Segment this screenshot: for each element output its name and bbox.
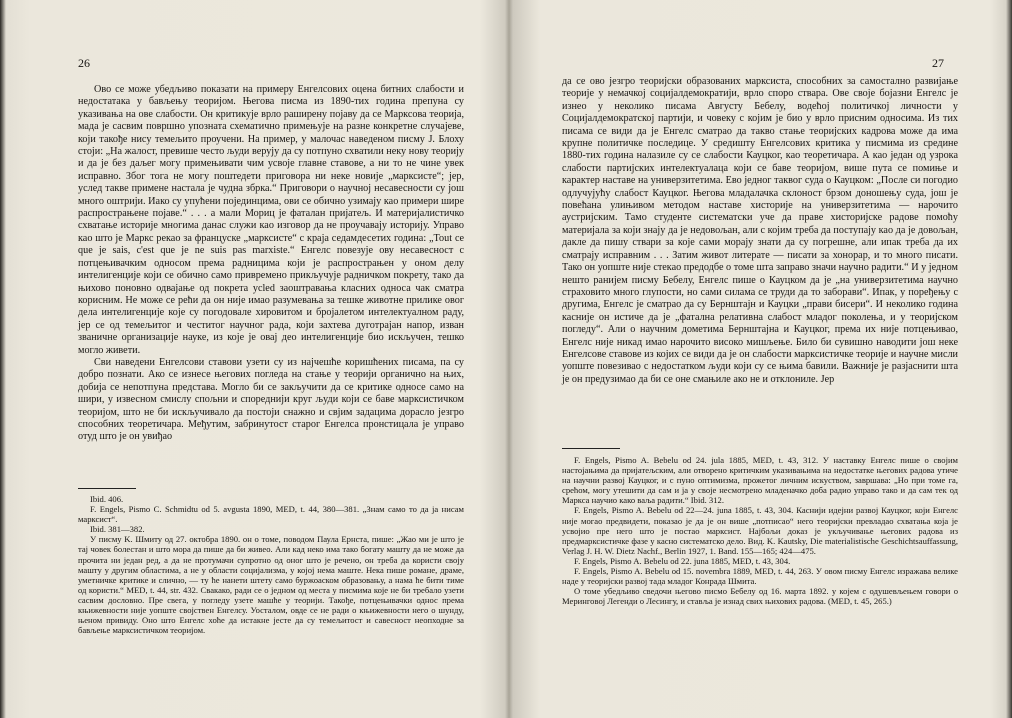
footnote: У писму K. Шмиту од 27. октобра 1890. он о томе, поводом Паула Ернста, пише: „Жао ми је што је тај човек болестан и што мора да пише да би живео. Али кад неко има тако богату машту да не може да прочита ни један ред, а да не протумачи супротно од оног што је речено, он треба да користи своју машту у другим областима, а не у области социјализма, у којој нема маште. Нека пише романе, драме, уметничке критике и слично, — ту ће нанети штету само буржоаском образовању, а нама ће бити тиме од користи.“ MED, t. 44, str. 432. Свакако, ради се о једном од места у писмима које не би требало узети сасвим дословно. Пре свега, у погледу узете машће у теорији. Такође, потцењивачки однос према књижевности није уопште својствен Енгелсу. Уосталом, овде се не ради о књижевности него о шунду, њеном привиду. Оно што Енгелс хоће да истакне јесте да су темељитост и савесност неопходне за бављење марксистичком теоријом.: [78, 534, 464, 636]
footnote: О томе убедљиво сведочи његово писмо Бебелу од 16. марта 1892. у којем с одушевљењем говори о Меринговој Легенди о Лесингу, и ставља је изнад свих њихових радова. (MED, t. 45, 265.): [562, 586, 958, 607]
footnote: F. Engels, Pismo A. Bebelu od 15. novembra 1889, MED, t. 44, 263. У овом писму Енгелс изражава велике наде у теоријски развој тада младог Конрада Шмита.: [562, 566, 958, 587]
paragraph: Ово се може убедљиво показати на примеру Енгелсових оцена битних слабости и недостатака у бављењу теоријом. Његова писма из 1890-тих година препуна су указивања на ове слабости. Он критикује врло раширену појаву да се Марксова теорија, мада је сасвим површно упозната схематично примењује на разне конкретне случајеве, који такође нису темељито проучени. На пример, у малочас наведеном писму J. Блоху стоји: „На жалост, превише често људи верују да су потпуно схватили неку нову теорију и да је без даљег могу примењивати чим усвоје главне ставове, а ни то не чине увек исправно. Због тога не могу поштедети приговора ни неке новије „марксисте“; јер, услед такве примене настала је чудна збрка.“ Приговори о научној несавесности су још много оштрији. Иако су упућени појединцима, ови се обично узимају као примери шире распрострањене појаве.“ . . . а мали Мориц је фаталан пријатељ. И материјалистичко схватање историје многима данас служи као изговор да не проучавају историју. Управо као што је Маркс рекао за француске „марксисте“ с краја седамдесетих година: „Tout ce que je sais, c'est que je ne suis pas marxiste.“ Енгелс повезује ову несавесност с потцењивачким односом према радницима који је распрострањен у оном делу интелигенције који се обично само привремено прикључује радничком покрету, тако да њихово поновно одвајање од покрета усled заоштравања класних односа чак сматра корисним. Не може се рећи да он није имао разумевања за тешке животне прилике овог дела интелигенције које су погодовале хировитом и бројалетом интелектуалном раду, јер се од темељитог и честитог научног рада, који захтева дуготрајан напор, изван званичне организације науке, из које је овај део интелигенције био искључен, тешко могло живети.: [78, 84, 464, 356]
page-number-right: 27: [932, 56, 944, 70]
footnote: F. Engels, Pismo C. Schmidtu od 5. avgusta 1890, MED, t. 44, 380—381. „Знам само то да ја нисам марксист“.: [78, 504, 464, 525]
footnote: F. Engels, Pismo A. Bebelu od 24. jula 1885, MED, t. 43, 312. У наставку Енгелс пише о својим настојањима да пријатељским, али отворено критичким указивањима на недостатке његових радова утиче на научни развој Кауцког, и с пуно оптимизма, прожетог личним искуством, завршава: „Но при томе га, срећом, могу утешити да сам и ја у своје несмотрено младеначко доба радио управо тако и да сам тек од Маркса научио како ваља радити.“ Ibid. 312.: [562, 455, 958, 506]
left-body: [78, 84, 464, 444]
footnote-rule: [78, 488, 136, 489]
paragraph: Сви наведени Енгелсови ставови узети су из најчешће коришћених писама, па су добро познати. Ако се изнесе његових погледа на стање у теорији органично на њих, добија се непотпуна представа. Могло би се закључити да се критике односе само на шири, у извесном смислу спољни и спореднији круг људи који се баве марксистичком теоријом, што не би искључивало да постоји снажно и свјим задацима дорасло језгро способних теоретичара. Међутим, забринутост старог Енгелса пронстицала је управо отуд што је он увиђао: [78, 356, 464, 443]
left-footnotes: [78, 494, 464, 635]
right-page: [506, 0, 1012, 718]
footnote: F. Engels, Pismo A. Bebelu od 22—24. juna 1885, t. 43, 304. Каснији идејни развој Кауцког, који Енгелс није могао предвидети, показао је да је он више „потписао“ него теоријски превладао схватања која је усвојио пре него што је постао марксист. Најбољи доказ је укључивање његових радова из предмарксистичке фазе у касно систематско дело. Вид. K. Kautsky, Die materialistische Geschichtsauffassung, Verlag J. H. W. Dietz Nachf., Berlin 1927, 1. Band. 155—165; 424—475.: [562, 505, 958, 556]
page-number-left: 26: [78, 56, 90, 70]
footnote: Ibid. 381—382.: [90, 524, 145, 535]
paragraph: да се ово језгро теоријски образованих марксиста, способних за самостално развијање теорије у немачкој социјалдемократији, врло споро ствара. Ове своје бојазни Енгелс је изнео у неколико писама Августу Бебелу, водећој политичкој личности у Социјалдемократској партији, и човеку с којим је био у врло присним односима. Из тих писама се види да је Енгелс сматрао да такво стање теоријских кадрова може да има крупне политичке последице. У средишту Енгелсових критика у писмима из средине 1880-тих година налазиле су се слабости Кауцког, као теоретичара. А као један од узрока слабости партијских интелектуалаца који се баве теоријом, више пута се помиње и карактер наставе на универзитетима. Ево једног таквог суда о Кауцком: „После си погодио одлучујућу слабост Кауцког. Његова младалачка склоност брзом доношењу суда, још је повећана улињивом методом наставе хисторије на универзитетима — нарочито аустријским. Тамо студенте систематски уче да праве хисторијске радове помоћу материјала за који знају да је недовољан, али с којим треба да поступају као да је довољан, дакле да пишу ствари за које сами морају знати да су погрешне, али ипак треба да их сматрају исправним . . . Затим живот литерате — писати за хонорар, и то много писати. Тако он уопште није стекао предодбе о томе шта заправо значи научно радити.“ И у једном нешто ранијем писму Бебелу, Енгелс пише о Кауцком да је „на универзитетима научно страховито много глупости, но сами силама се труди да то заборави“. Ипак, у поређењу с другима, Енгелс је сматрао да су Бернштајн и Кауцки „прави бисери“. И неколико година касније он истиче да је „фатална релативна слабост младог поколења, и у теоријском погледу“. Али о научним дометима Бернштајна и Кауцког, према их није потцењивао, Енгелс није никад имао нарочито високо мишљење. Било би сувишно наводити још неке Енгелсове ставове из којих се види да је он слабости марксистичке теорије и научне мисли уопште повезивао с недостатком људи који су се њима бавили. Важније је разјаснити шта је он предузимао да би се оне смањиле ако не и отклониле. Јер: [562, 76, 958, 385]
footnote: Ibid. 406.: [90, 494, 124, 504]
footnote-rule: [562, 448, 620, 449]
footnote: F. Engels, Pismo A. Bebelu od 22. juna 1885, MED, t. 43, 304.: [574, 555, 791, 566]
right-body: [562, 76, 958, 386]
right-footnotes: [562, 455, 958, 606]
